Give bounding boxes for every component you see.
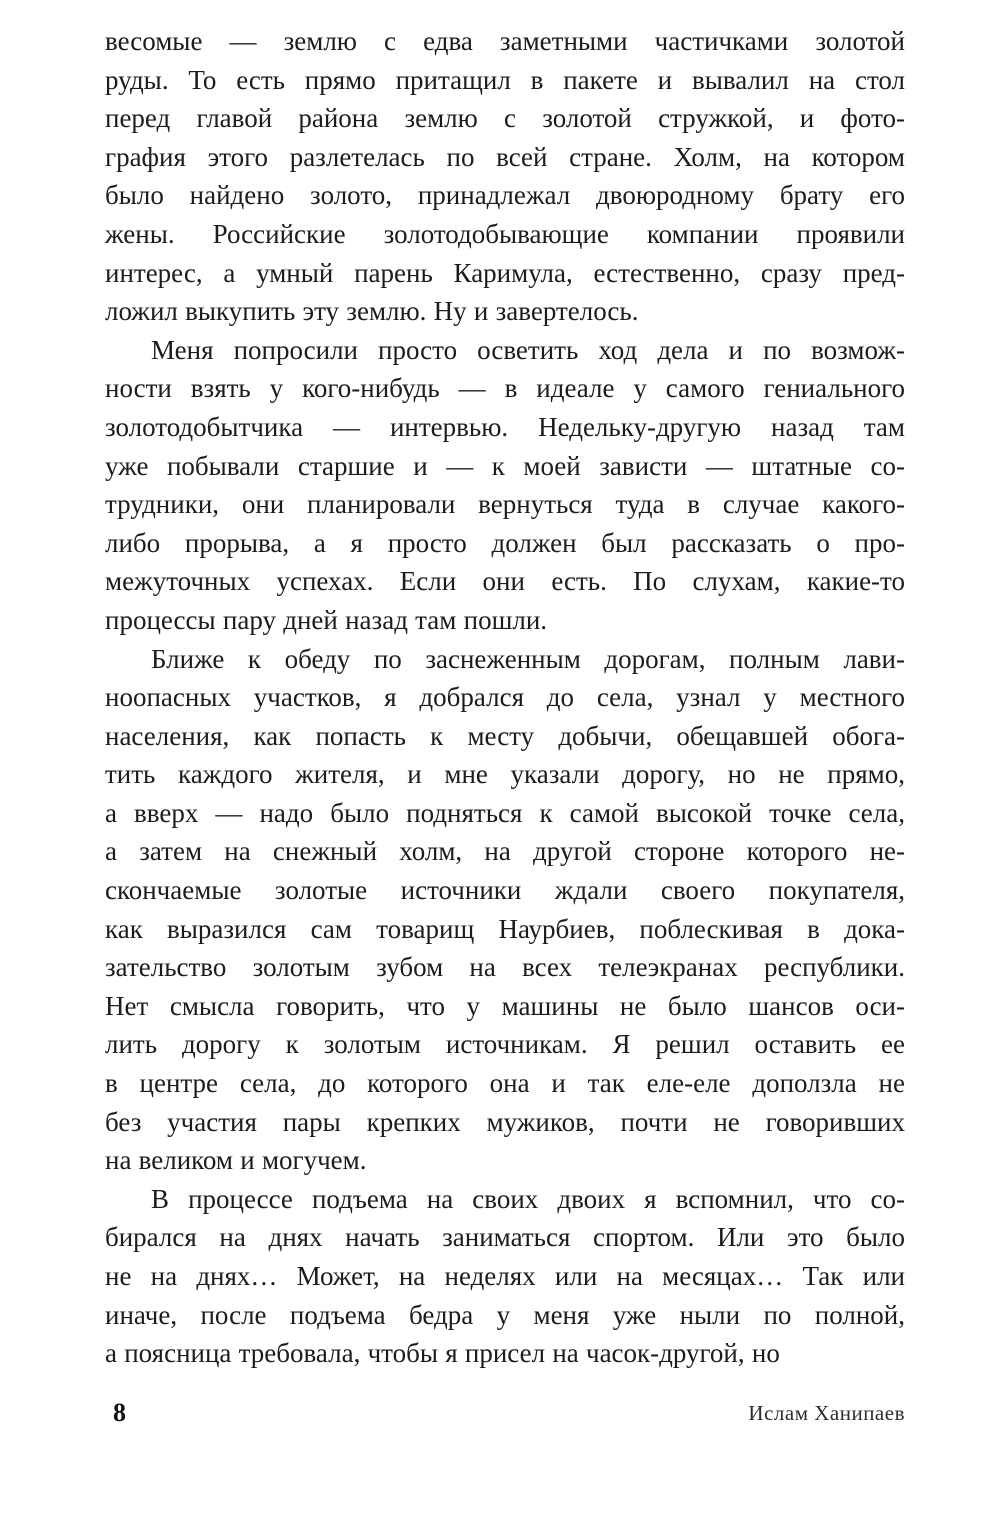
text-line: иначе, после подъема бедра у меня уже ныли по полной, bbox=[105, 1299, 905, 1330]
body-text-block bbox=[105, 22, 905, 1373]
text-line: на великом и могучем. bbox=[105, 1145, 367, 1176]
text-line: населения, как попасть к месту добычи, обещавшей обога- bbox=[105, 720, 905, 751]
text-line: ложил выкупить эту землю. Ну и завертелось. bbox=[105, 296, 639, 327]
text-line: тить каждого жителя, и мне указали дорогу, но не прямо, bbox=[105, 759, 905, 790]
text-line: ности взять у кого-нибудь — в идеале у самого гениального bbox=[105, 373, 905, 404]
text-line: было найдено золото, принадлежал двоюродному брату его bbox=[105, 180, 905, 211]
text-line: графия этого разлетелась по всей стране. Холм, на котором bbox=[105, 141, 905, 172]
text-line: интерес, а умный парень Каримула, естественно, сразу пред- bbox=[105, 257, 905, 288]
text-line: скончаемые золотые источники ждали своего покупателя, bbox=[105, 875, 905, 906]
text-line: зательство золотым зубом на всех телеэкранах республики. bbox=[105, 952, 905, 983]
page-number: 8 bbox=[113, 1398, 126, 1427]
text-line: межуточных успехах. Если они есть. По слухам, какие-то bbox=[105, 566, 905, 597]
text-line: ноопасных участков, я добрался до села, узнал у местного bbox=[105, 682, 905, 713]
text-line: Меня попросили просто осветить ход дела и по возмож- bbox=[151, 334, 905, 365]
paragraph bbox=[105, 1180, 905, 1373]
text-line: как выразился сам товарищ Наурбиев, поблескивая в дока- bbox=[105, 913, 905, 944]
text-line: не на днях… Может, на неделях или на месяцах… Так или bbox=[105, 1261, 905, 1291]
paragraph bbox=[105, 331, 905, 640]
text-line: уже побывали старшие и — к моей зависти — штатные со- bbox=[105, 450, 905, 481]
text-line: перед главой района землю с золотой стружкой, и фото- bbox=[105, 103, 905, 134]
text-line: а затем на снежный холм, на другой стороне которого не- bbox=[105, 836, 905, 867]
text-line: В процессе подъема на своих двоих я вспомнил, что со- bbox=[151, 1183, 905, 1214]
text-line: Ближе к обеду по заснеженным дорогам, полным лави- bbox=[151, 643, 905, 674]
text-line: процессы пару дней назад там пошли. bbox=[105, 604, 548, 635]
text-line: трудники, они планировали вернуться туда в случае какого- bbox=[105, 489, 905, 520]
text-line: либо прорыва, а я просто должен был рассказать о про- bbox=[105, 527, 905, 558]
paragraph bbox=[105, 22, 905, 331]
text-line: весомые — землю с едва заметными частичками золотой bbox=[105, 26, 905, 56]
text-line: Нет смысла говорить, что у машины не было шансов оси- bbox=[105, 990, 905, 1021]
text-line: в центре села, до которого она и так еле-еле доползла не bbox=[105, 1068, 905, 1099]
text-line: а поясница требовала, чтобы я присел на часок-другой, но bbox=[105, 1338, 780, 1369]
text-line: золотодобытчика — интервью. Недельку-другую назад там bbox=[105, 411, 905, 442]
paragraph bbox=[105, 640, 905, 1180]
text-line: бирался на днях начать заниматься спортом. Или это было bbox=[105, 1222, 905, 1253]
author-name: Ислам Ханипаев bbox=[748, 1400, 905, 1425]
text-line: а вверх — надо было подняться к самой высокой точке села, bbox=[105, 797, 905, 828]
text-line: без участия пары крепких мужиков, почти не говоривших bbox=[105, 1106, 905, 1137]
text-line: лить дорогу к золотым источникам. Я решил оставить ее bbox=[105, 1029, 905, 1060]
text-line: руды. То есть прямо притащил в пакете и вывалил на стол bbox=[105, 64, 905, 95]
text-line: жены. Российские золотодобывающие компании проявили bbox=[105, 218, 905, 249]
page-footer bbox=[105, 1396, 905, 1430]
